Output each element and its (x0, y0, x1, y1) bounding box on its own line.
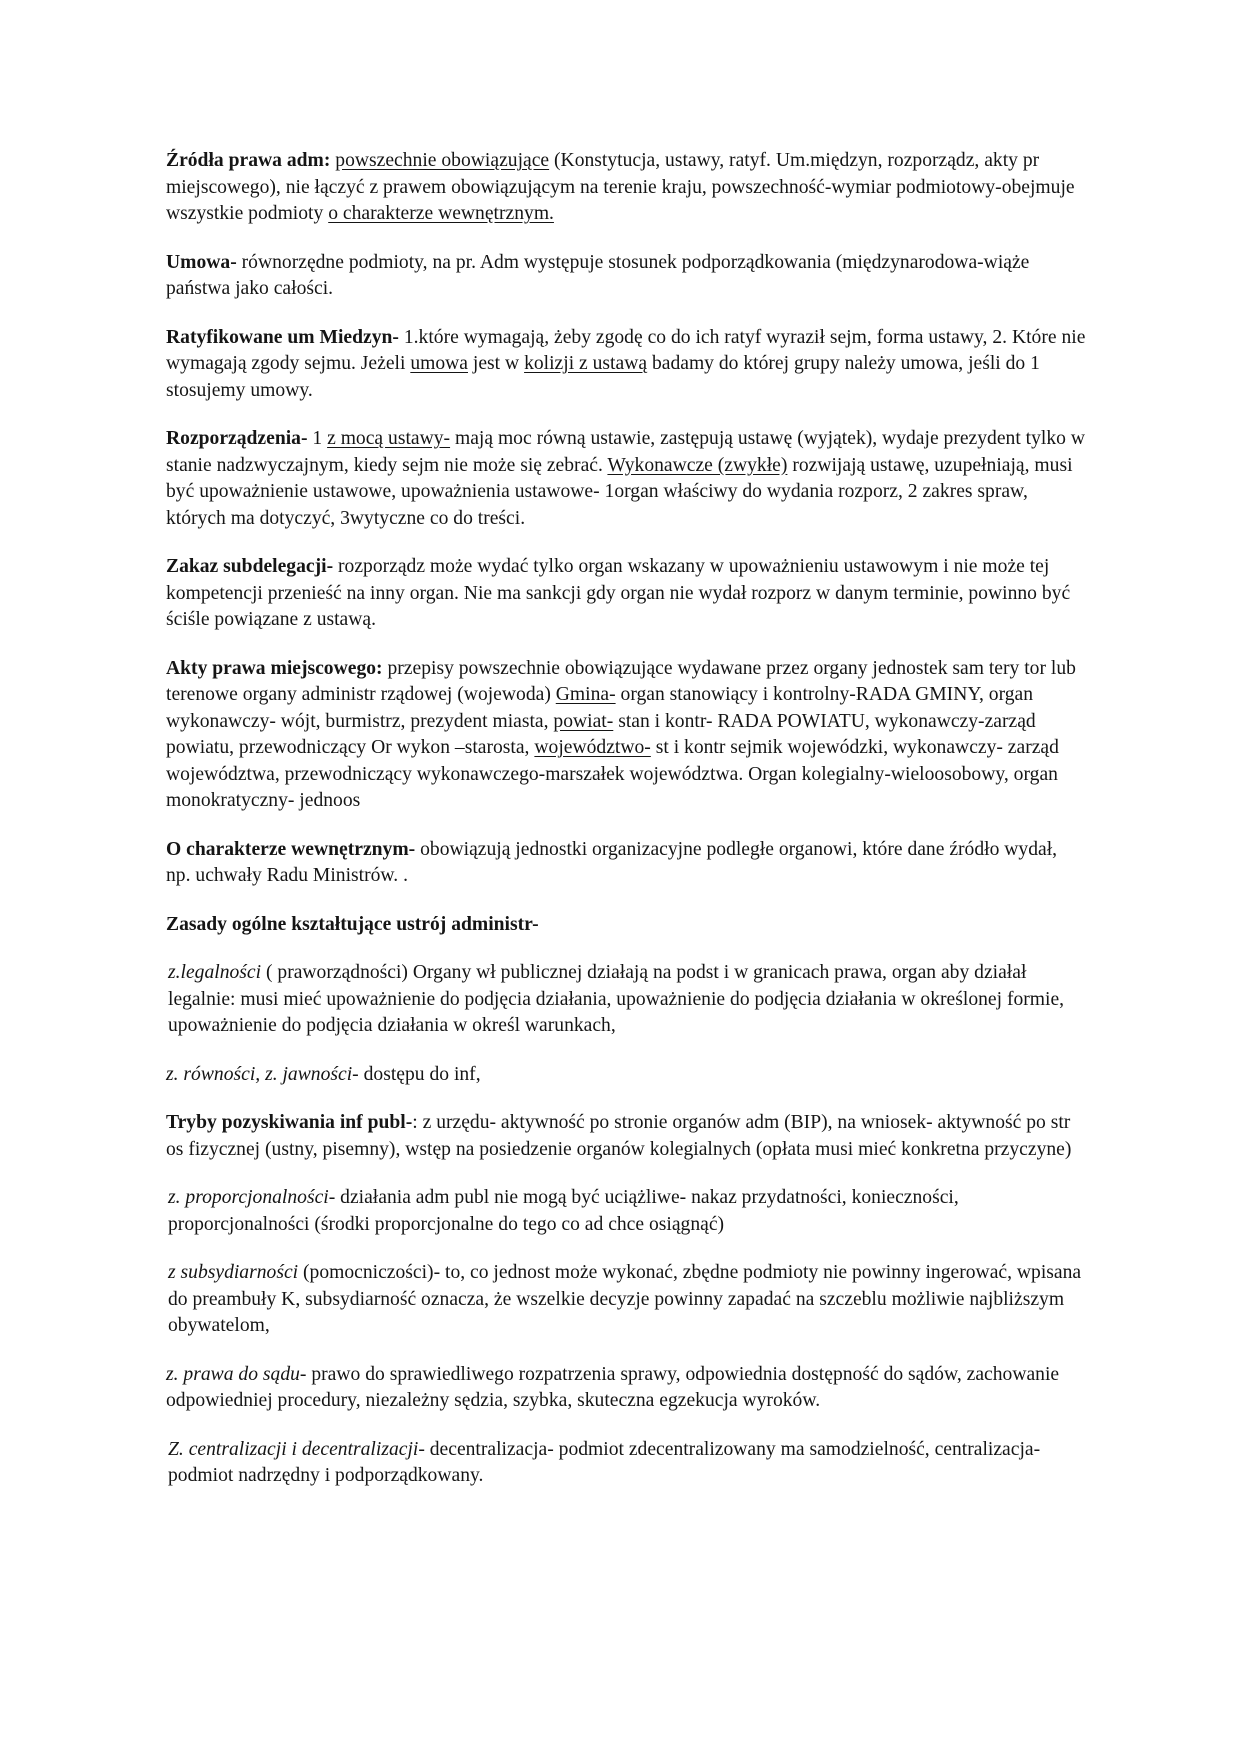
underlined-term: powiat- (553, 710, 614, 732)
paragraph-z-centralizacji (166, 1437, 1086, 1490)
paragraph-zrodla-prawa (166, 148, 1086, 228)
paragraph-zakaz-subdelegacji (166, 554, 1086, 634)
paragraph-rozporzadzenia (166, 426, 1086, 532)
underlined-term: powszechnie obowiązujące (335, 150, 550, 171)
underlined-term: Gmina- (555, 684, 616, 705)
paragraph-text: organ stanowiący i kontrolny-RADA GMINY, organ wykonawczy- wójt, burmistrz, prezydent miasta, (166, 684, 1034, 732)
italic-term: z. proporcjonalności (168, 1187, 329, 1208)
paragraph-text: obowiązują jednostki organizacyjne podległe organowi, które dane źródło wydał, np. uchwały Radu Ministrów. . (166, 838, 1058, 886)
paragraph-text: - działania adm publ nie mogą być uciążliwe- nakaz przydatności, konieczności, proporcjonalności (środki proporcjonalne do tego co ad chce osiągnąć) (168, 1187, 959, 1235)
underlined-term: kolizji z ustawą (524, 353, 648, 374)
heading-zakaz-subdelegacji: Zakaz subdelegacji- (166, 556, 334, 577)
paragraph-text: mają moc równą ustawie, zastępują ustawę (wyjątek), wydaje prezydent tylko w stanie nadzwyczajnym, kiedy sejm nie może się zebrać. (166, 428, 1086, 476)
underlined-term: z mocą ustawy- (327, 428, 451, 449)
paragraph-text: st i kontr sejmik wojewódzki, wykonawczy- zarząd województwa, przewodniczący wykonawczego-marszałek województwa. Organ kolegialny-wieloosobowy, organ monokratyczny- jednoos (166, 737, 1059, 811)
underlined-term: województwo- (534, 737, 651, 758)
paragraph-text: przepisy powszechnie obowiązujące wydawane przez organy jednostek sam tery tor lub terenowe organy administr rządowej (wojewoda) (166, 657, 1076, 705)
paragraph-text: : z urzędu- aktywność po stronie organów adm (BIP), na wniosek- aktywność po str os fizycznej (ustny, pisemny), wstęp na posiedzenie organów kolegialnych (opłata musi mieć konkretna przyczyne) (166, 1112, 1072, 1160)
heading-o-charakterze-wewnetrznym: O charakterze wewnętrznym- (166, 838, 416, 860)
paragraph-text: badamy do której grupy należy umowa, jeśli do 1 stosujemy umowy. (166, 353, 1040, 401)
underlined-term: umowa (410, 353, 468, 374)
paragraph-ratyfikowane (166, 325, 1086, 405)
heading-akty-prawa-miejscowego: Akty prawa miejscowego: (166, 657, 383, 679)
paragraph-z-rownosci (166, 1062, 1086, 1089)
paragraph-zasady-ogolne (166, 912, 1086, 939)
heading-zasady-ogolne: Zasady ogólne kształtujące ustrój administr- (166, 913, 539, 935)
heading-umowa: Umowa- (166, 251, 237, 273)
paragraph-text: (Konstytucja, ustawy, ratyf. Um.międzyn, rozporządz, akty pr miejscowego), nie łączyć z prawem obowiązującym na terenie kraju, powszechność-wymiar podmiotowy-obejmuje wszystkie podmioty (166, 150, 1075, 224)
underlined-term: o charakterze wewnętrznym. (328, 203, 554, 224)
paragraph-text: - dostępu do inf, (352, 1063, 481, 1085)
paragraph-text: 1 (312, 428, 323, 449)
italic-term: z.legalności (168, 962, 262, 983)
paragraph-text: jest w (472, 353, 520, 374)
italic-term: z. prawa do sądu (166, 1363, 300, 1385)
heading-ratyfikowane: Ratyfikowane um Miedzyn- (166, 326, 399, 348)
paragraph-text: - prawo do sprawiedliwego rozpatrzenia sprawy, odpowiednia dostępność do sądów, zachowanie odpowiedniej procedury, niezależny sędzia, szybka, skuteczna egzekucja wyroków. (166, 1363, 1060, 1411)
paragraph-text: - decentralizacja- podmiot zdecentralizowany ma samodzielność, centralizacja- podmiot nadrzędny i podporządkowany. (168, 1438, 1041, 1486)
italic-term: Z. centralizacji i decentralizacji (168, 1438, 419, 1460)
paragraph-z-legalnosci (166, 960, 1086, 1040)
italic-term: z subsydiarności (168, 1262, 299, 1283)
paragraph-text: stan i kontr- RADA POWIATU, wykonawczy-zarząd powiatu, przewodniczący Or wykon –starosta, (166, 710, 1036, 758)
paragraph-tryby-pozyskiwania (166, 1110, 1086, 1163)
paragraph-text: rozwijają ustawę, uzupełniają, musi być upoważnienie ustawowe, upoważnienia ustawowe- 1organ właściwy do wydania rozporz, 2 zakres spraw, których ma dotyczyć, 3wytyczne co do treści. (166, 454, 1073, 529)
paragraph-text: ( praworządności) Organy wł publicznej działają na podst i w granicach prawa, organ aby działał legalnie: musi mieć upoważnienie do podjęcia działania, upoważnienie do podjęcia działania w określonej formie, upoważnienie do podjęcia działania w określ warunkach, (168, 962, 1065, 1036)
paragraph-o-charakterze-wewnetrznym (166, 837, 1086, 890)
paragraph-umowa (166, 250, 1086, 303)
paragraph-z-prawa-do-sadu (166, 1362, 1086, 1415)
paragraph-z-subsydiarnosci (166, 1260, 1086, 1340)
paragraph-akty-prawa-miejscowego (166, 656, 1086, 815)
paragraph-z-proporcjonalnosci (166, 1185, 1086, 1238)
paragraph-text: 1.które wymagają, żeby zgodę co do ich ratyf wyraził sejm, forma ustawy, 2. Które nie wymagają zgody sejmu. Jeżeli (166, 326, 1086, 374)
paragraph-text: równorzędne podmioty, na pr. Adm występuje stosunek podporządkowania (międzynarodowa-wiąże państwa jako całości. (166, 251, 1030, 299)
heading-zrodla-prawa: Źródła prawa adm: (166, 150, 331, 171)
underlined-term: Wykonawcze (zwykłe) (607, 454, 788, 476)
heading-rozporzadzenia: Rozporządzenia- (166, 428, 308, 449)
heading-tryby-pozyskiwania: Tryby pozyskiwania inf publ- (166, 1112, 413, 1133)
paragraph-text: rozporządz może wydać tylko organ wskazany w upoważnieniu ustawowym i nie może tej kompetencji przenieść na inny organ. Nie ma sankcji gdy organ nie wydał rozporz w danym terminie, powinno być ściśle powiązane z ustawą. (166, 556, 1071, 630)
italic-term: z. równości, z. jawności (166, 1063, 353, 1085)
paragraph-text: (pomocniczości)- to, co jednost może wykonać, zbędne podmioty nie powinny ingerować, wpisana do preambuły K, subsydiarność oznacza, że wszelkie decyzje powinny zapadać na szczeblu możliwie najbliższym obywatelom, (168, 1262, 1082, 1336)
document-body (166, 148, 1086, 1512)
